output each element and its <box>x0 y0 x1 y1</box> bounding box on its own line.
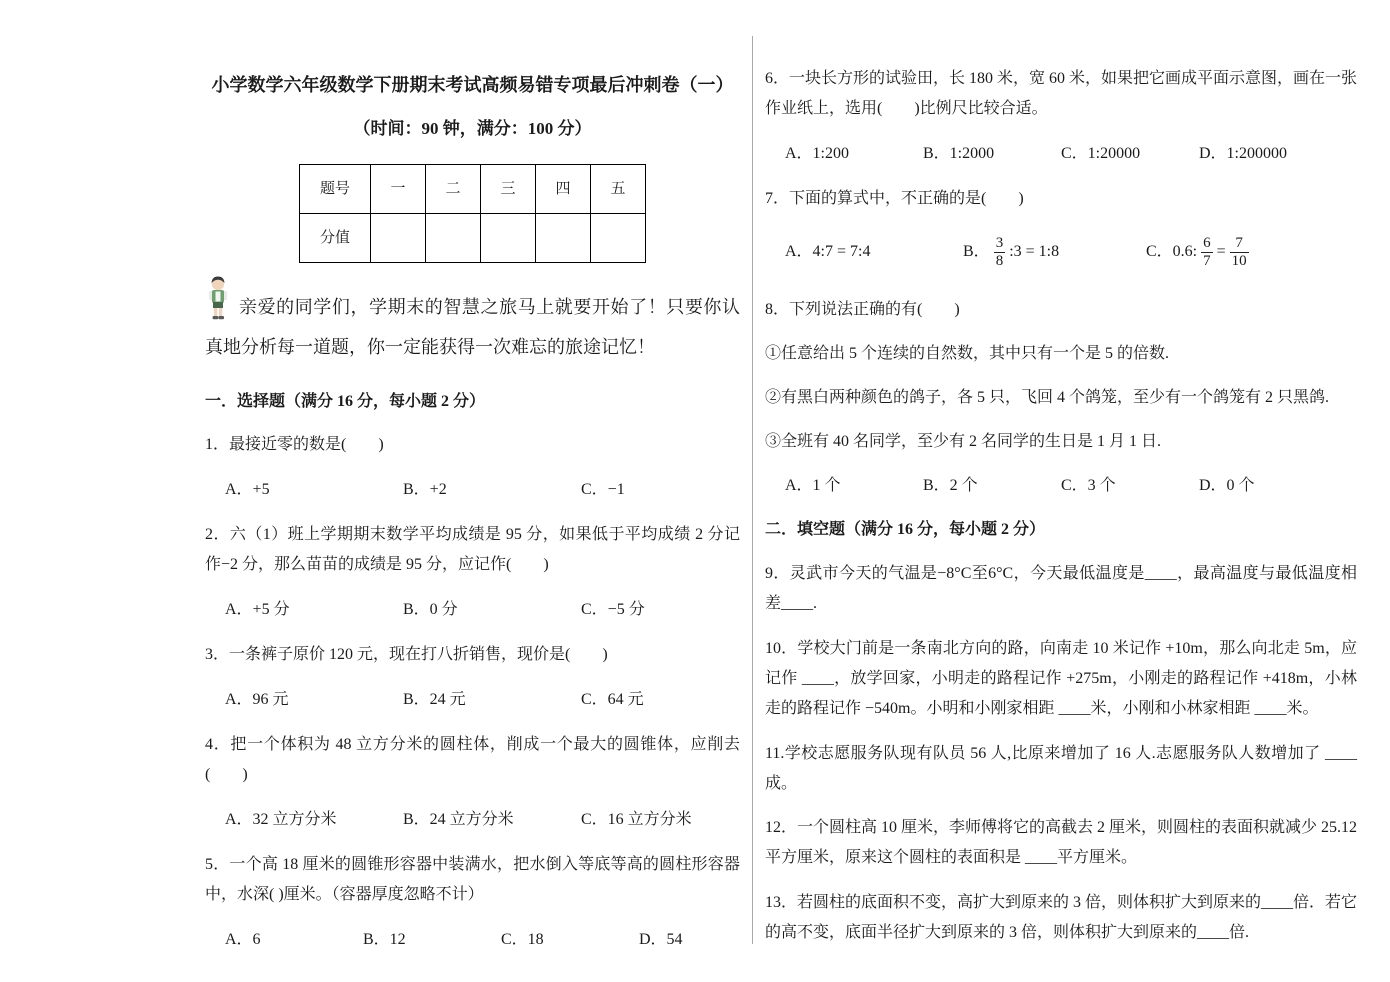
question-7-options <box>765 224 1357 280</box>
section-one-heading: 一．选择题（满分 16 分，每小题 2 分） <box>205 393 486 410</box>
left-column <box>205 72 740 955</box>
question-8-statement-3: ③全班有 40 名同学，至少有 2 名同学的生日是 1 月 1 日. <box>765 433 1162 450</box>
option-c: C．−1 <box>581 481 625 498</box>
option-b: B．2 个 <box>923 477 978 494</box>
student-boy-icon <box>205 275 231 321</box>
score-header-cell: 五 <box>591 165 646 214</box>
option-a: A．1 个 <box>785 477 841 494</box>
option-c: C．−5 分 <box>581 601 645 618</box>
question-4-text: 4．把一个体积为 48 立方分米的圆柱体，削成一个最大的圆锥体，应削去( ) <box>205 736 740 783</box>
option-c: C．1:20000 <box>1061 145 1141 162</box>
right-column <box>765 64 1357 948</box>
option-d: D．0 个 <box>1199 477 1255 494</box>
option-c: C．16 立方分米 <box>581 811 692 828</box>
question-8-statement-2: ②有黑白两种颜色的鸽子，各 5 只，飞回 4 个鸽笼，至少有一个鸽笼有 2 只黑鸽. <box>765 389 1330 406</box>
question-8-options <box>765 471 1357 501</box>
option-b: B．0 分 <box>403 601 458 618</box>
option-a: A．+5 分 <box>225 601 290 618</box>
option-a: A．1:200 <box>785 145 850 162</box>
option-b-prefix: B． <box>963 243 990 260</box>
option-b: B．24 元 <box>403 691 466 708</box>
option-b: B．1:2000 <box>923 145 995 162</box>
question-8-text: 8．下列说法正确的有( ) <box>765 301 960 318</box>
intro-text: 亲爱的同学们，学期末的智慧之旅马上就要开始了！只要你认真地分析每一道题，你一定能获得一次难忘的旅途记忆！ <box>205 297 740 357</box>
question-2-options <box>205 595 740 625</box>
question-12-text: 12．一个圆柱高 10 厘米，李师傅将它的高截去 2 厘米，则圆柱的表面积就减少 25.12 平方厘米，原来这个圆柱的表面积是 ____平方厘米。 <box>765 819 1358 866</box>
option-a: A．32 立方分米 <box>225 811 337 828</box>
fraction-denominator: 8 <box>995 252 1004 269</box>
score-header-cell: 一 <box>371 165 426 214</box>
question-3-options <box>205 685 740 715</box>
score-value-cell <box>536 214 591 263</box>
option-c <box>1146 235 1253 270</box>
question-11-text: 11.学校志愿服务队现有队员 56 人,比原来增加了 16 人.志愿服务队人数增加了 ____成。 <box>765 745 1357 792</box>
score-table-header-row <box>300 165 646 214</box>
option-b <box>963 235 1146 270</box>
score-value-cell <box>426 214 481 263</box>
score-table-value-row <box>300 214 646 263</box>
question-1-text: 1．最接近零的数是( ) <box>205 436 384 453</box>
fraction-numerator: 6 <box>1203 234 1211 251</box>
option-c: C．64 元 <box>581 691 644 708</box>
question-5-options <box>205 925 740 955</box>
score-header-cell: 题号 <box>300 165 371 214</box>
question-9-text: 9．灵武市今天的气温是−8°C至6°C，今天最低温度是____，最高温度与最低温度相差____. <box>765 565 1357 612</box>
question-8-statement-1: ①任意给出 5 个连续的自然数，其中只有一个是 5 的倍数. <box>765 345 1170 362</box>
question-3-text: 3．一条裤子原价 120 元，现在打八折销售，现价是( ) <box>205 646 608 663</box>
option-c: C．18 <box>501 931 544 948</box>
option-b-suffix: :3 = 1:8 <box>1009 243 1060 260</box>
question-5-text: 5．一个高 18 厘米的圆锥形容器中装满水，把水倒入等底等高的圆柱形容器中，水深( )厘米。（容器厚度忽略不计） <box>205 856 740 903</box>
option-a: A．6 <box>225 931 261 948</box>
question-13-text: 13．若圆柱的底面积不变，高扩大到原来的 3 倍，则体积扩大到原来的____倍．若它的高不变，底面半径扩大到原来的 3 倍，则体积扩大到原来的____倍. <box>765 894 1358 941</box>
question-6-text: 6．一块长方形的试验田，长 180 米，宽 60 米，如果把它画成平面示意图，画在一张作业纸上，选用( )比例尺比较合适。 <box>765 70 1358 117</box>
option-b: B．+2 <box>403 481 447 498</box>
question-6-options <box>765 139 1357 169</box>
option-b: B．24 立方分米 <box>403 811 514 828</box>
option-d: D．1:200000 <box>1199 145 1288 162</box>
question-10-text: 10．学校大门前是一条南北方向的路，向南走 10 米记作 +10m，那么向北走 5m，应记作 ____，放学回家，小明走的路程记作 +275m，小刚走的路程记作 +418m，小林走的路程记作 −540m。小明和小刚家相距 ____米，小刚和小林家相距 ____米。 <box>765 640 1357 717</box>
fraction-three-eighths <box>994 235 1006 270</box>
fraction-six-sevenths <box>1201 235 1213 270</box>
question-2-text: 2．六（1）班上学期期末数学平均成绩是 95 分，如果低于平均成绩 2 分记作−2 分，那么苗苗的成绩是 95 分，应记作( ) <box>205 526 740 573</box>
exam-title: 小学数学六年级数学下册期末考试高频易错专项最后冲刺卷（一） <box>211 75 734 95</box>
option-a: A．4:7 = 7:4 <box>785 243 871 260</box>
fraction-denominator: 10 <box>1231 252 1247 269</box>
score-row-label-cell: 分值 <box>300 214 371 263</box>
option-c: C．3 个 <box>1061 477 1116 494</box>
score-value-cell <box>481 214 536 263</box>
fraction-seven-tenths <box>1230 235 1249 270</box>
option-b: B．12 <box>363 931 406 948</box>
option-c-prefix: C．0.6: <box>1146 243 1198 260</box>
question-1-options <box>205 475 740 505</box>
column-divider <box>752 36 753 944</box>
score-header-cell: 四 <box>536 165 591 214</box>
score-header-cell: 三 <box>481 165 536 214</box>
question-7-text: 7．下面的算式中，不正确的是( ) <box>765 190 1024 207</box>
score-header-cell: 二 <box>426 165 481 214</box>
exam-subtitle: （时间：90 钟，满分：100 分） <box>353 119 592 138</box>
section-two-heading: 二．填空题（满分 16 分，每小题 2 分） <box>765 521 1046 538</box>
score-table <box>299 164 646 263</box>
equals-sign: = <box>1216 243 1226 260</box>
fraction-numerator: 3 <box>995 234 1004 251</box>
score-value-cell <box>371 214 426 263</box>
option-a: A．96 元 <box>225 691 289 708</box>
intro-paragraph <box>205 287 740 367</box>
option-d: D．54 <box>639 931 683 948</box>
score-value-cell <box>591 214 646 263</box>
option-a: A．+5 <box>225 481 270 498</box>
fraction-denominator: 7 <box>1203 252 1211 269</box>
fraction-numerator: 7 <box>1235 234 1243 251</box>
question-4-options <box>205 805 740 835</box>
